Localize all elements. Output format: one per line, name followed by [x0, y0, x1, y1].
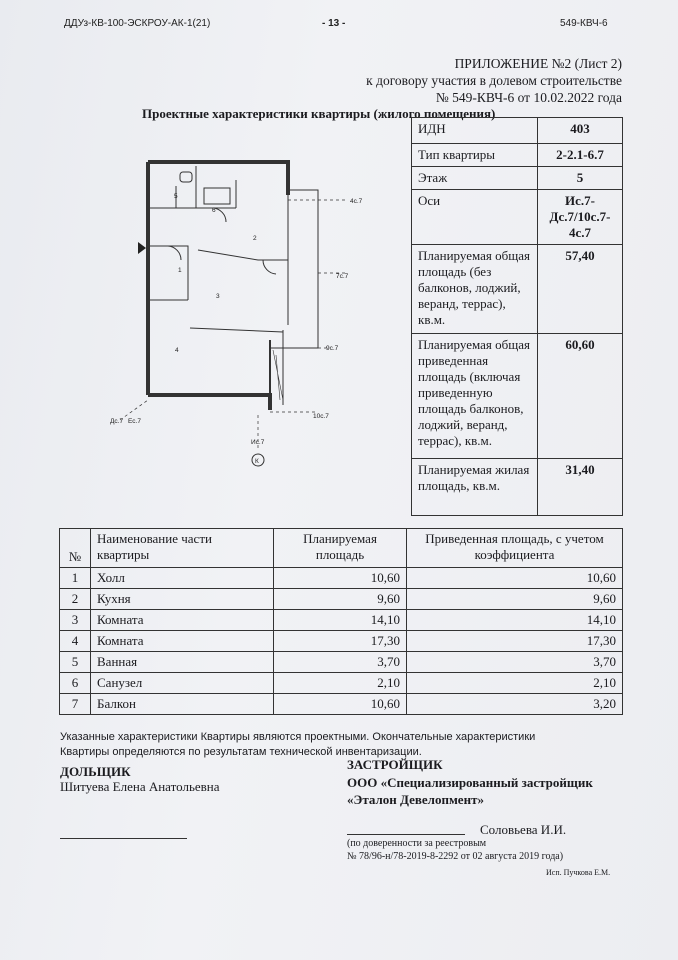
- plan-wall: [150, 246, 188, 300]
- rooms-table: [59, 528, 623, 715]
- developer-signature-line: [347, 834, 465, 835]
- row-area: 9,60: [274, 589, 407, 610]
- dolshik-name: Шитуева Елена Анатольевна: [60, 779, 220, 794]
- row-number: 3: [60, 610, 91, 631]
- row-number: 4: [60, 631, 91, 652]
- info-value: 403: [538, 118, 623, 144]
- info-label: Оси: [412, 190, 538, 245]
- rooms-header-row: [60, 529, 623, 568]
- info-row: [412, 118, 623, 144]
- info-label: Этаж: [412, 167, 538, 190]
- plan-axis-k: К: [255, 458, 259, 465]
- plan-axis-d: Дс.7: [110, 418, 124, 425]
- plan-entrance-arrow: [138, 242, 146, 254]
- info-value: 2-2.1-6.7: [538, 144, 623, 167]
- proxy-text-line2: № 78/96-н/78-2019-8-2292 от 02 августа 2019 года): [347, 851, 564, 862]
- table-row: [60, 694, 623, 715]
- developer-title: ЗАСТРОЙЩИК: [347, 757, 443, 772]
- table-row: [60, 568, 623, 589]
- row-area: 3,70: [274, 652, 407, 673]
- info-value: 60,60: [538, 334, 623, 459]
- table-row: [60, 631, 623, 652]
- info-value: Ис.7-Дс.7/10с.7-4с.7: [538, 190, 623, 245]
- info-value: 31,40: [538, 459, 623, 516]
- appendix-subtitle: к договору участия в долевом строительстве: [366, 73, 622, 88]
- disclaimer-note: Указанные характеристики Квартиры являются проектными. Окончательные характеристики Квартиры определяются по результатам технической инвентаризации.: [60, 731, 536, 758]
- plan-wall: [283, 195, 288, 405]
- header-page-number: - 13 -: [322, 18, 346, 29]
- row-number: 5: [60, 652, 91, 673]
- plan-door: [168, 246, 181, 260]
- row-area: 10,60: [274, 568, 407, 589]
- table-row: [60, 652, 623, 673]
- plan-wall: [148, 162, 288, 195]
- plan-axis-7: 7с.7: [336, 273, 349, 280]
- plan-wall: [198, 250, 288, 260]
- plan-label-room3: 3: [216, 293, 220, 300]
- row-area: 14,10: [274, 610, 407, 631]
- row-area: 17,30: [274, 631, 407, 652]
- info-label: Планируемая общая площадь (без балконов, лоджий, веранд, террас), кв.м.: [412, 245, 538, 334]
- row-number: 1: [60, 568, 91, 589]
- info-row: [412, 334, 623, 459]
- table-row: [60, 610, 623, 631]
- info-value: 5: [538, 167, 623, 190]
- info-row: [412, 167, 623, 190]
- row-area: 10,60: [274, 694, 407, 715]
- row-name: Ванная: [91, 652, 274, 673]
- plan-axis-10: 10с.7: [313, 413, 329, 420]
- row-name: Санузел: [91, 673, 274, 694]
- plan-wall: [190, 328, 283, 332]
- row-reduced-area: 3,20: [407, 694, 623, 715]
- proxy-text-line1: (по доверенности за реестровым: [347, 838, 487, 849]
- info-row: [412, 245, 623, 334]
- page-title: Проектные характеристики квартиры (жилого помещения): [142, 106, 496, 121]
- plan-label-room4: 4: [175, 347, 179, 354]
- row-reduced-area: 14,10: [407, 610, 623, 631]
- row-name: Комната: [91, 610, 274, 631]
- plan-fixture: [204, 188, 230, 204]
- plan-label-room6: 6: [212, 207, 216, 214]
- appendix-contract-ref: № 549-КВЧ-6 от 10.02.2022 года: [435, 90, 622, 105]
- row-reduced-area: 2,10: [407, 673, 623, 694]
- row-number: 7: [60, 694, 91, 715]
- col-number: №: [60, 529, 91, 568]
- floor-plan: [108, 150, 408, 475]
- row-name: Комната: [91, 631, 274, 652]
- developer-signatory-name: Соловьева И.И.: [480, 822, 567, 837]
- apartment-info-table: [411, 117, 623, 516]
- plan-axis-9: 9с.7: [326, 345, 339, 352]
- plan-wall: [150, 166, 236, 208]
- col-name: Наименование части квартиры: [91, 529, 274, 568]
- developer-org-line1: ООО «Специализированный застройщик: [347, 775, 593, 790]
- info-row: [412, 190, 623, 245]
- header-doc-code: ДДУз-КВ-100-ЭСКРОУ-АК-1(21): [64, 18, 211, 29]
- appendix-title: ПРИЛОЖЕНИЕ №2 (Лист 2): [454, 56, 622, 71]
- plan-axis-4: 4с.7: [350, 198, 363, 205]
- plan-label-room1: 1: [178, 267, 182, 274]
- row-reduced-area: 9,60: [407, 589, 623, 610]
- plan-axis-i: Ис.7: [251, 439, 265, 446]
- info-value: 57,40: [538, 245, 623, 334]
- info-label: Планируемая жилая площадь, кв.м.: [412, 459, 538, 516]
- table-row: [60, 673, 623, 694]
- executor-note: Исп. Пучкова Е.М.: [546, 868, 611, 877]
- dolshik-title: ДОЛЬЩИК: [60, 764, 131, 779]
- plan-axis-e: Ес.7: [128, 418, 141, 425]
- info-label: ИДН: [412, 118, 538, 144]
- plan-fixture: [180, 172, 192, 182]
- plan-label-room2: 2: [253, 235, 257, 242]
- info-label: Планируемая общая приведенная площадь (включая приведенную площадь балконов, лоджий, веранд, террас), кв.м.: [412, 334, 538, 459]
- row-name: Кухня: [91, 589, 274, 610]
- row-reduced-area: 3,70: [407, 652, 623, 673]
- info-row: [412, 459, 623, 516]
- col-area: Планируемая площадь: [274, 529, 407, 568]
- row-reduced-area: 10,60: [407, 568, 623, 589]
- info-row: [412, 144, 623, 167]
- dolshik-signature-line: [60, 838, 187, 839]
- col-reduced-area: Приведенная площадь, с учетом коэффициента: [407, 529, 623, 568]
- header-contract-number: 549-КВЧ-6: [560, 18, 608, 29]
- plan-door: [263, 260, 276, 274]
- row-number: 6: [60, 673, 91, 694]
- table-row: [60, 589, 623, 610]
- row-reduced-area: 17,30: [407, 631, 623, 652]
- developer-org-line2: «Эталон Девелопмент»: [347, 792, 484, 807]
- plan-wall: [148, 395, 270, 410]
- row-name: Балкон: [91, 694, 274, 715]
- info-label: Тип квартиры: [412, 144, 538, 167]
- row-area: 2,10: [274, 673, 407, 694]
- plan-hatch: [273, 350, 283, 400]
- plan-label-room5: 5: [174, 193, 178, 200]
- row-number: 2: [60, 589, 91, 610]
- row-name: Холл: [91, 568, 274, 589]
- plan-balcony: [270, 190, 318, 348]
